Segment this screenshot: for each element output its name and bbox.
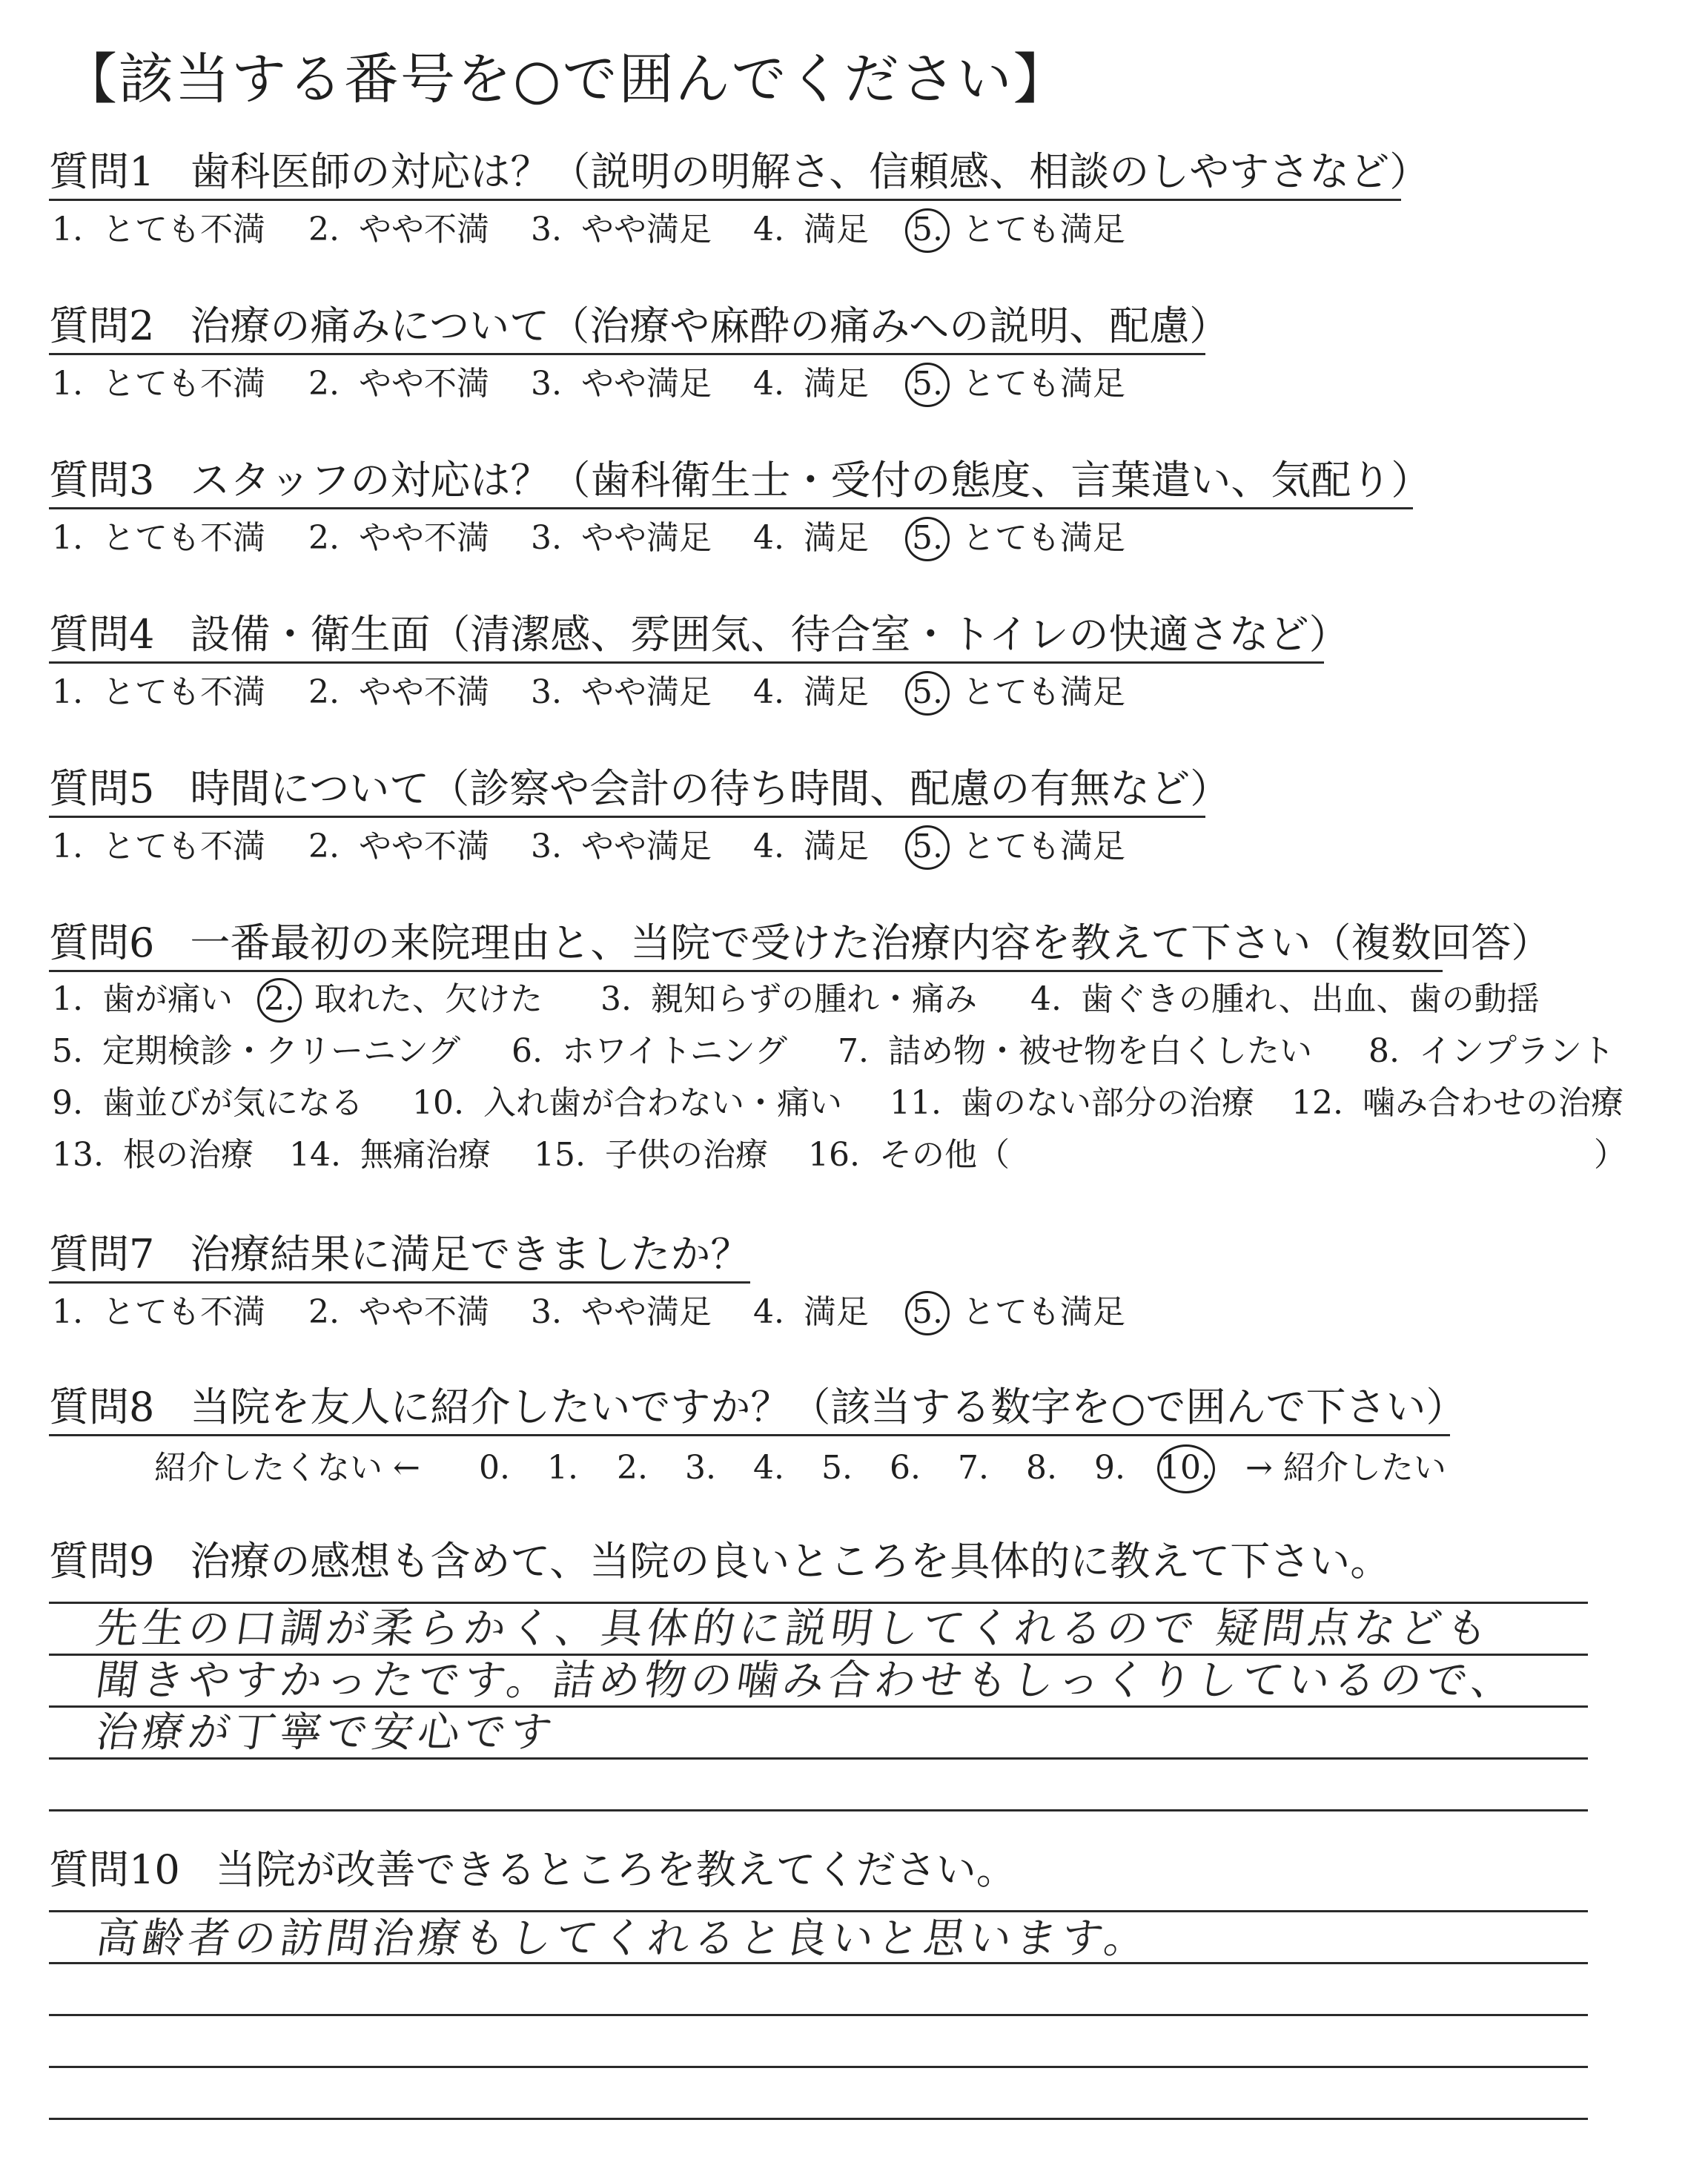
option-5-selected[interactable]: 5. とても満足 bbox=[912, 670, 1125, 715]
question-number: 質問1 bbox=[49, 148, 155, 195]
question-number: 質問8 bbox=[49, 1384, 155, 1430]
option-1[interactable]: 1. とても不満 bbox=[52, 673, 265, 711]
question-underline bbox=[49, 661, 1324, 664]
option-1[interactable]: 1. とても不満 bbox=[52, 211, 265, 248]
question-6-options-row-1 bbox=[52, 977, 1683, 1022]
page-title: 【該当する番号を○で囲んでください】 bbox=[62, 47, 1070, 111]
option-2-selected[interactable]: 2. 取れた、欠けた bbox=[264, 977, 543, 1022]
question-number: 質問4 bbox=[49, 611, 155, 658]
option-2[interactable]: 2. やや不満 bbox=[308, 519, 489, 557]
scale-9[interactable]: 9. bbox=[1094, 1449, 1125, 1487]
answer-line bbox=[49, 2118, 1588, 2120]
option-3[interactable]: 3. やや満足 bbox=[531, 828, 712, 865]
question-10-title bbox=[49, 1846, 1016, 1894]
question-3-title bbox=[49, 457, 1431, 504]
question-number: 質問10 bbox=[49, 1846, 180, 1893]
scale-10-selected[interactable]: 10. bbox=[1159, 1446, 1211, 1490]
question-7-title bbox=[49, 1231, 750, 1278]
option-3[interactable]: 3. やや満足 bbox=[531, 673, 712, 711]
option-13[interactable]: 13. 根の治療 bbox=[52, 1136, 254, 1174]
option-2[interactable]: 2. やや不満 bbox=[308, 211, 489, 248]
question-9-title bbox=[49, 1538, 1390, 1585]
option-1[interactable]: 1. 歯が痛い bbox=[52, 980, 233, 1018]
option-9[interactable]: 9. 歯並びが気になる bbox=[52, 1084, 363, 1122]
option-3[interactable]: 3. やや満足 bbox=[531, 211, 712, 248]
question-text: 歯科医師の対応は？（説明の明解さ、信頼感、相談のしやすさなど） bbox=[190, 148, 1430, 195]
option-1[interactable]: 1. とても不満 bbox=[52, 519, 265, 557]
question-text: 当院を友人に紹介したいですか？（該当する数字を○で囲んで下さい） bbox=[190, 1384, 1466, 1430]
scale-2[interactable]: 2. bbox=[617, 1449, 648, 1487]
option-5-selected[interactable]: 5. とても満足 bbox=[912, 516, 1125, 561]
option-4[interactable]: 4. 満足 bbox=[753, 1293, 869, 1331]
option-11[interactable]: 11. 歯のない部分の治療 bbox=[890, 1084, 1254, 1122]
question-text: 当院が改善できるところを教えてください。 bbox=[215, 1846, 1016, 1893]
scale-right-label: → 紹介したい bbox=[1245, 1449, 1446, 1487]
question-text: 治療の痛みについて（治療や麻酔の痛みへの説明、配慮） bbox=[190, 303, 1230, 349]
option-7[interactable]: 7. 詰め物・被せ物を白くしたい bbox=[838, 1032, 1312, 1070]
option-3[interactable]: 3. やや満足 bbox=[531, 519, 712, 557]
question-8-title bbox=[49, 1384, 1466, 1431]
question-number: 質問6 bbox=[49, 919, 155, 966]
question-number: 質問3 bbox=[49, 457, 155, 503]
option-4[interactable]: 4. 満足 bbox=[753, 828, 869, 865]
option-10[interactable]: 10. 入れ歯が合わない・痛い bbox=[412, 1084, 842, 1122]
question-underline bbox=[49, 816, 1205, 818]
question-4-options bbox=[52, 670, 1683, 715]
option-1[interactable]: 1. とても不満 bbox=[52, 1293, 265, 1331]
option-2[interactable]: 2. やや不満 bbox=[308, 673, 489, 711]
option-15[interactable]: 15. 子供の治療 bbox=[534, 1136, 768, 1174]
option-4[interactable]: 4. 歯ぐきの腫れ、出血、歯の動揺 bbox=[1030, 980, 1540, 1018]
option-3[interactable]: 3. やや満足 bbox=[531, 1293, 712, 1331]
question-number: 質問2 bbox=[49, 303, 155, 349]
option-2[interactable]: 2. やや不満 bbox=[308, 828, 489, 865]
other-close-paren: ） bbox=[1594, 1136, 1626, 1174]
scale-5[interactable]: 5. bbox=[821, 1449, 853, 1487]
scale-3[interactable]: 3. bbox=[685, 1449, 716, 1487]
option-12[interactable]: 12. 噛み合わせの治療 bbox=[1291, 1084, 1623, 1122]
question-underline bbox=[49, 507, 1413, 509]
scale-4[interactable]: 4. bbox=[753, 1449, 784, 1487]
option-5-selected[interactable]: 5. とても満足 bbox=[912, 1290, 1125, 1335]
option-2[interactable]: 2. やや不満 bbox=[308, 1293, 489, 1331]
answer-line bbox=[49, 2014, 1588, 2016]
question-number: 質問7 bbox=[49, 1231, 155, 1278]
question-text: 時間について（診察や会計の待ち時間、配慮の有無など） bbox=[190, 765, 1231, 812]
scale-7[interactable]: 7. bbox=[958, 1449, 989, 1487]
option-3[interactable]: 3. 親知らずの腫れ・痛み bbox=[600, 980, 977, 1018]
option-4[interactable]: 4. 満足 bbox=[753, 211, 869, 248]
question-2-options bbox=[52, 362, 1683, 406]
q9-handwritten-answer-line-1[interactable]: 先生の口調が柔らかく、具体的に説明してくれるので 疑問点なども bbox=[93, 1605, 1496, 1653]
option-5-selected[interactable]: 5. とても満足 bbox=[912, 362, 1125, 406]
option-1[interactable]: 1. とても不満 bbox=[52, 828, 265, 865]
option-14[interactable]: 14. 無痛治療 bbox=[289, 1136, 491, 1174]
question-underline bbox=[49, 353, 1205, 355]
option-4[interactable]: 4. 満足 bbox=[753, 365, 869, 403]
option-2[interactable]: 2. やや不満 bbox=[308, 365, 489, 403]
question-6-title bbox=[49, 919, 1551, 967]
question-7-options bbox=[52, 1290, 1683, 1335]
answer-line bbox=[49, 1910, 1588, 1912]
option-4[interactable]: 4. 満足 bbox=[753, 673, 869, 711]
recommend-scale bbox=[52, 1446, 1683, 1490]
question-underline bbox=[49, 199, 1401, 201]
question-6-options-row-2 bbox=[52, 1029, 1683, 1074]
scale-0[interactable]: 0. bbox=[479, 1449, 510, 1487]
question-2-title bbox=[49, 303, 1229, 350]
scale-8[interactable]: 8. bbox=[1026, 1449, 1057, 1487]
question-3-options bbox=[52, 516, 1683, 561]
option-4[interactable]: 4. 満足 bbox=[753, 519, 869, 557]
question-5-title bbox=[49, 765, 1230, 813]
question-5-options bbox=[52, 825, 1683, 869]
q9-handwritten-answer-line-3[interactable]: 治療が丁寧で安心です bbox=[93, 1708, 560, 1757]
q9-handwritten-answer-line-2[interactable]: 聞きやすかったです。詰め物の噛み合わせもしっくりしているので、 bbox=[93, 1657, 1521, 1705]
option-5-selected[interactable]: 5. とても満足 bbox=[912, 825, 1125, 869]
option-8[interactable]: 8. インプラント bbox=[1368, 1032, 1615, 1070]
question-underline bbox=[49, 1434, 1450, 1436]
question-6-options-row-4 bbox=[52, 1133, 1683, 1178]
question-1-title bbox=[49, 148, 1429, 196]
scale-6[interactable]: 6. bbox=[890, 1449, 921, 1487]
scale-left-label: 紹介したくない ← bbox=[154, 1449, 420, 1487]
answer-line bbox=[49, 2066, 1588, 2068]
option-5[interactable]: 5. 定期検診・クリーニング bbox=[52, 1032, 461, 1070]
question-4-title bbox=[49, 611, 1349, 658]
q10-handwritten-answer-line-1[interactable]: 高齢者の訪問治療もしてくれると良いと思います。 bbox=[93, 1915, 1154, 1963]
question-text: 治療結果に満足できましたか？ bbox=[190, 1231, 751, 1278]
question-text: スタッフの対応は？（歯科衛生士・受付の態度、言葉遣い、気配り） bbox=[190, 457, 1431, 503]
option-3[interactable]: 3. やや満足 bbox=[531, 365, 712, 403]
question-underline bbox=[49, 970, 1443, 972]
question-text: 設備・衛生面（清潔感、雰囲気、待合室・トイレの快適さなど） bbox=[190, 611, 1349, 658]
answer-line bbox=[49, 1809, 1588, 1811]
question-1-options bbox=[52, 208, 1683, 252]
question-text: 治療の感想も含めて、当院の良いところを具体的に教えて下さい。 bbox=[190, 1538, 1391, 1585]
question-text: 一番最初の来院理由と、当院で受けた治療内容を教えて下さい（複数回答） bbox=[190, 919, 1552, 966]
option-5-selected[interactable]: 5. とても満足 bbox=[912, 208, 1125, 252]
scale-1[interactable]: 1. bbox=[547, 1449, 578, 1487]
option-16-other[interactable]: 16. その他（ bbox=[808, 1136, 1010, 1174]
question-number: 質問5 bbox=[49, 765, 155, 812]
option-1[interactable]: 1. とても不満 bbox=[52, 365, 265, 403]
question-6-options-row-3 bbox=[52, 1081, 1683, 1126]
question-underline bbox=[49, 1281, 750, 1284]
question-number: 質問9 bbox=[49, 1538, 155, 1585]
option-6[interactable]: 6. ホワイトニング bbox=[512, 1032, 788, 1070]
